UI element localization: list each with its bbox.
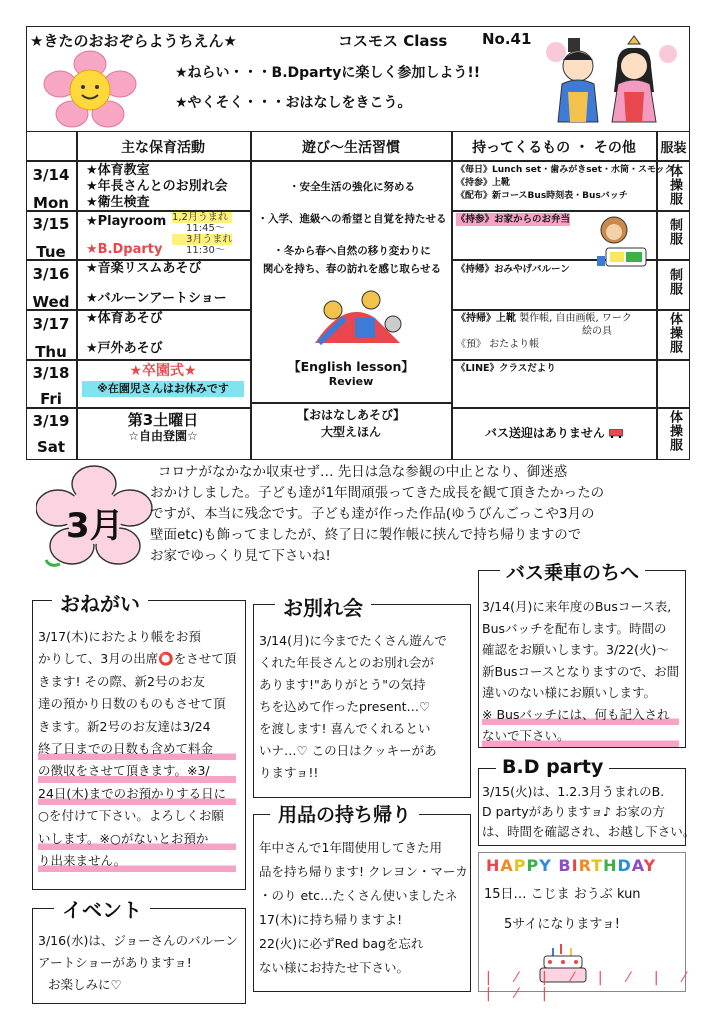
birthday-title-letter: Y xyxy=(643,856,657,875)
col-header-activities: 主な保育活動 xyxy=(121,140,205,156)
wakare-title: お別れ会 xyxy=(275,592,371,621)
dress-cell: 体操服 xyxy=(667,410,682,452)
col-header-dress: 服装 xyxy=(660,141,687,156)
activities-cell: ★体育教室 ★年長さんとのお別れ会 ★衛生検査 xyxy=(86,163,228,210)
birthday-title-letter: Y xyxy=(539,856,552,875)
party-time-memo: 1,2月うまれ 11:45～ 3月うまれ 11:30～ xyxy=(172,212,233,256)
event-text: 3/16(水)は、ジョーさんのバルーン アートショーがありますョ! お楽しみに♡ xyxy=(38,933,238,992)
event-title: イベント xyxy=(54,894,150,923)
birthday-title-letter: A xyxy=(500,856,514,875)
flower-icon xyxy=(42,50,138,130)
english-lesson-label: 【English lesson】 Review xyxy=(288,359,414,388)
birthday-title-letter: R xyxy=(578,856,592,875)
promise-text: ★やくそく・・・おはなしをきこう。 xyxy=(175,95,412,111)
hina-dolls-icon xyxy=(540,32,680,124)
birthday-text: 15日… こじま おうぶ kun 5サイになりますョ! xyxy=(484,887,641,932)
confetti-decoration: | ⁄ | ⁄ | ⁄ | ⁄ | ⁄ | xyxy=(486,970,696,1002)
birthday-title-letter: A xyxy=(631,856,644,875)
wakare-text: 3/14(月)に今までたくさん遊んで くれた年長さんとのお別れ会が あります!"ありがとう"の気持 ちを込めて作ったpresent…♡ を渡します! 喜んでくれるとい いナ…♡ この日はクッキーがあ りますョ!! xyxy=(259,633,447,780)
dress-cell: 体操服 xyxy=(667,164,682,206)
items-cell: 《持帰》上靴 製作帳, 自由画帳, ワーク 絵の具 《預》 おたより帳 xyxy=(456,313,632,350)
activities-cell: ★体育あそび ★戸外あそび xyxy=(86,311,163,356)
dress-cell: 制服 xyxy=(667,218,682,246)
no-bus-notice: バス送迎はありません xyxy=(452,424,656,441)
items-cell: 《持帰》おみやげバルーン xyxy=(456,264,570,275)
birthday-title-letter: T xyxy=(591,856,604,875)
col-header-habits: 遊び～生活習慣 xyxy=(302,140,400,156)
habits-text: ・安全生活の強化に努める ・入学、進級への希望と自覚を持たせる ・冬から春へ自然の移り変わりに 関心を持ち、春の訪れを感じ取らせる xyxy=(257,181,447,275)
row-date: 3/19 Sat xyxy=(32,412,70,456)
school-name: ★きたのおおぞらようちえん★ xyxy=(30,32,237,50)
slide-animals-icon xyxy=(305,288,411,348)
row-date: 3/17 Thu xyxy=(32,315,70,361)
items-cell: 《LINE》クラスだより xyxy=(456,363,556,374)
mochikaeri-text: 年中さんで1年間使用してきた用 品を持ち帰ります! クレヨン・マーカ ・のり etc…たくさん使いましたネ 17(木)に持ち帰りますよ! 22(火)に必ずRed bagを忘れ ない様にお持たせ下さい。 xyxy=(259,840,468,975)
birthday-title-letter: B xyxy=(558,856,572,875)
monkey-bento-icon xyxy=(592,212,652,270)
mochikaeri-title: 用品の持ち帰り xyxy=(270,800,419,827)
row-date: 3/18 Fri xyxy=(32,364,70,408)
row-date: 3/14 Mon xyxy=(32,166,70,212)
birthday-title-letter: H xyxy=(603,856,618,875)
story-label: 【おはなしあそび】 大型えほん xyxy=(296,408,405,439)
issue-number: No.41 xyxy=(482,30,532,48)
bd-title: B.D party xyxy=(496,756,609,778)
birthday-title xyxy=(486,856,656,875)
activities-cell: ★音楽リスムあそび ★バルーンアートショー xyxy=(86,261,227,306)
graduation-cell: ★卒園式★ ※在園児さんはお休みです xyxy=(76,363,250,397)
col-header-items: 持ってくるもの ・ その他 xyxy=(472,140,636,156)
birthday-title-letter: H xyxy=(486,856,501,875)
aim-text: ★ねらい・・・B.Dpartyに楽しく参加しよう!! xyxy=(175,65,481,81)
saturday-cell: 第3土曜日 ☆自由登園☆ xyxy=(127,411,199,443)
items-cell: 《持参》お家からのお弁当 xyxy=(456,214,571,225)
dress-cell: 制服 xyxy=(667,268,682,296)
row-date: 3/15 Tue xyxy=(32,215,70,261)
items-cell: 《毎日》Lunch set・歯みがきset・水筒・スモック 《持参》上靴 《配布》新コースBus時刻表・Busバッチ xyxy=(456,165,674,201)
birthday-title-letter: P xyxy=(513,856,527,875)
birthday-title-letter: P xyxy=(526,856,540,875)
dress-cell: 体操服 xyxy=(667,312,682,354)
class-name: コスモス Class xyxy=(338,32,448,50)
birthday-title-letter: I xyxy=(571,856,579,875)
onegai-text: 3/17(木)におたより帳をお預 かりして、3月の出席⭕をさせて頂 きます! その際、新2号のお友 達の預かり日数のものもさせて頂 きます。新2号のお友達は3/24 終了日までの日数も含めて料金 の徴収をさせて頂きます。※3/ 24日(木)までのお預かりする日に ○を付けて下さい。よろしくお願 いします。※○がないとお預か り出来ません。 xyxy=(38,626,236,872)
onegai-title: おねがい xyxy=(52,588,148,617)
bus-title: バス乗車のちへ xyxy=(500,558,645,585)
row-date: 3/16 Wed xyxy=(32,265,70,311)
bus-text: 3/14(月)に来年度のBusコース表, Busバッチを配布します。時間の 確認をお願いします。3/22(火)～ 新Busコースとなりますので、お間 違いのない様にお願いします。 ※ Busバッチには、何も記入され ないで下さい。 xyxy=(482,596,679,747)
month-label: 3月 xyxy=(66,506,124,546)
intro-text: コロナがなかなか収束せず… 先日は急な参観の中止となり、御迷惑 おかけしました。子ども達が1年間頑張ってきた成長を観て頂きたかったの ですが、本当に残念です。子ども達が作った作品(ゆうびんごっこや3月の 壁面etc)も飾ってましたが、終了日に製作帳に挟んで持ち帰りますので お家でゆっくり見て下さいね! xyxy=(150,464,605,564)
birthday-title-letter: D xyxy=(617,856,632,875)
bd-text: 3/15(火)は、1.2.3月うまれのB. D partyがありますョ♪ お家の方 は、時間を確認され、お越し下さい。 xyxy=(482,784,696,839)
activities-cell: ★Playroom ★B.Dparty xyxy=(86,214,167,257)
bus-icon xyxy=(609,429,623,438)
